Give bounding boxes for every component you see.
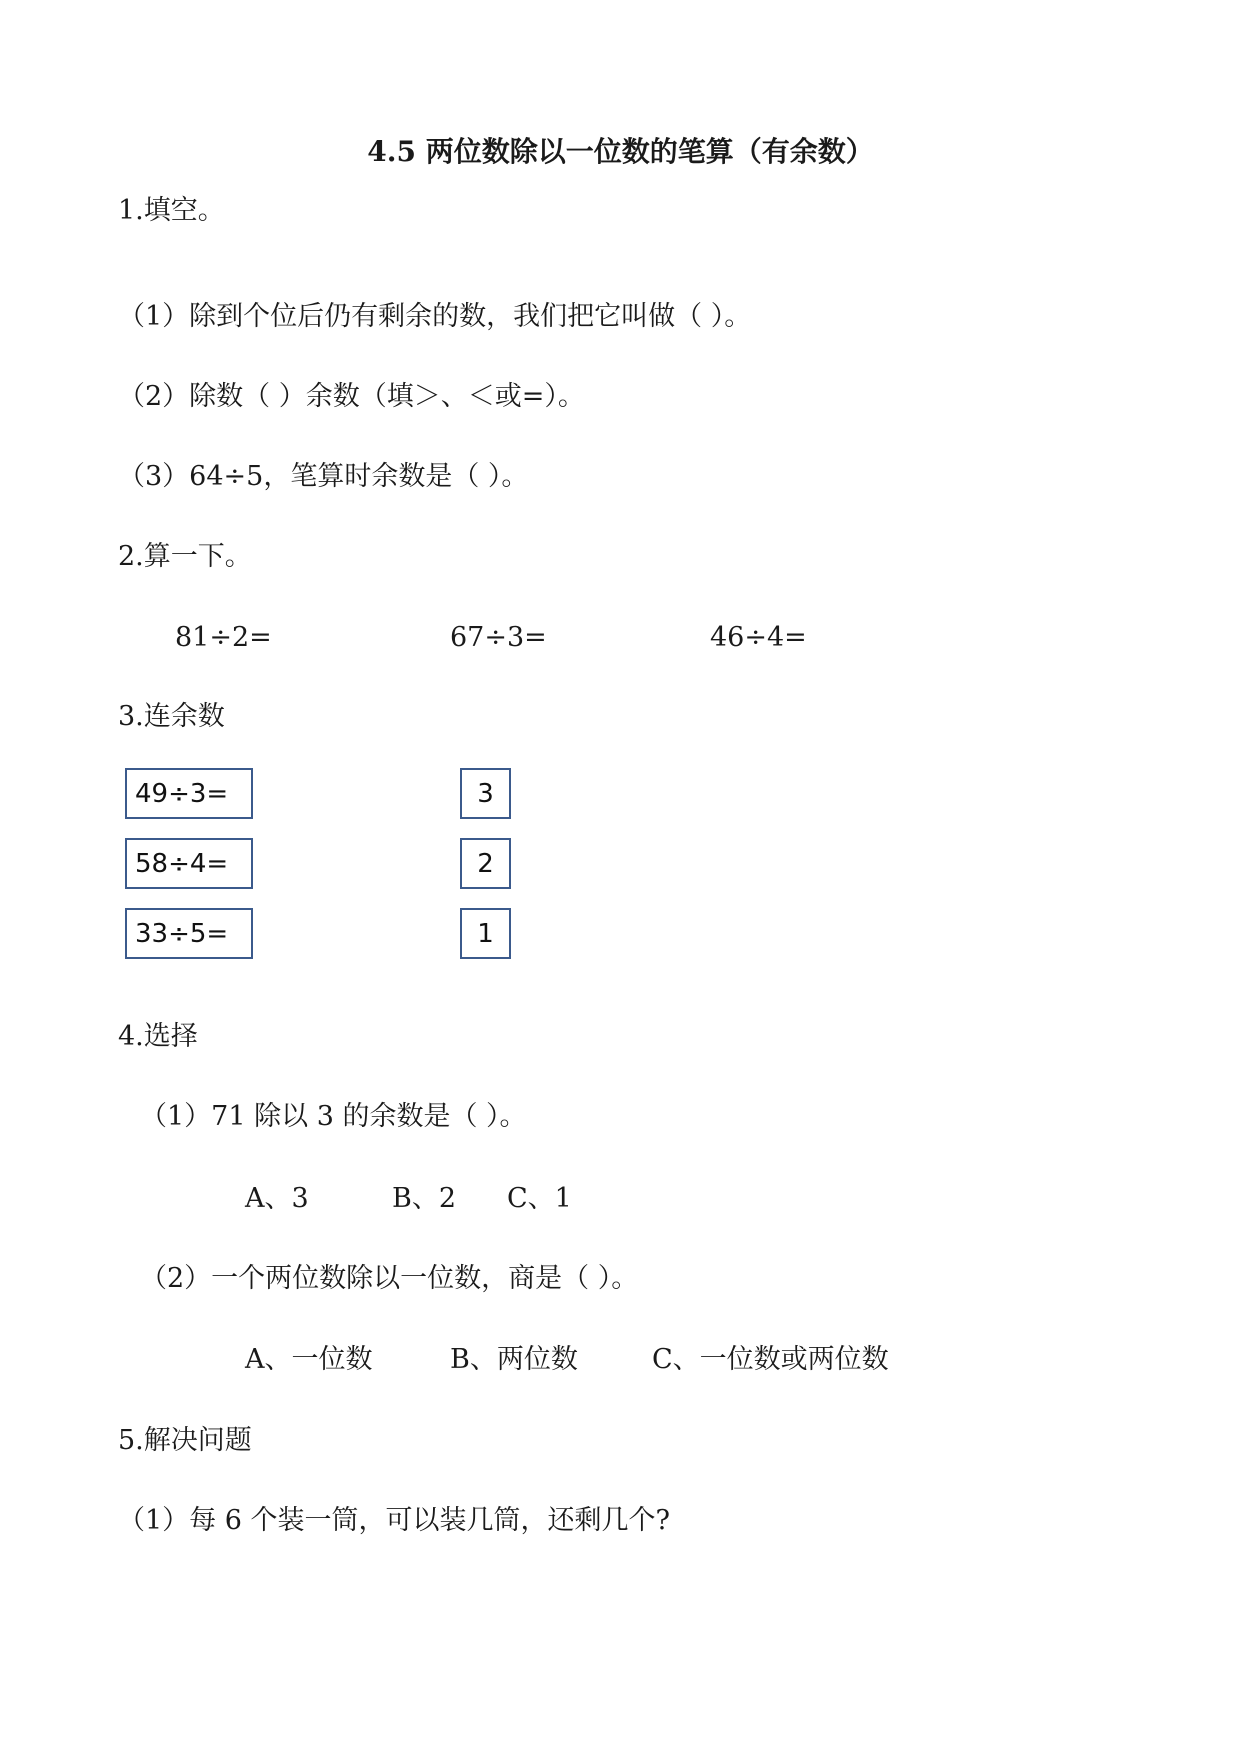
match-left-box-3[interactable]: 33÷5= — [125, 908, 253, 959]
section-2-heading: 2.算一下。 — [118, 541, 252, 572]
calc-expression-1: 81÷2= — [175, 622, 272, 653]
match-right-box-3[interactable]: 1 — [460, 908, 511, 959]
choice-q1-option-b[interactable]: B、2 — [392, 1183, 457, 1214]
choice-q2-option-b[interactable]: B、两位数 — [450, 1344, 578, 1375]
choice-question-1: （1）71 除以 3 的余数是（ ）。 — [140, 1101, 527, 1132]
section-3-heading: 3.连余数 — [118, 701, 225, 732]
choice-q2-option-c[interactable]: C、一位数或两位数 — [652, 1344, 889, 1375]
section-1-heading: 1.填空。 — [118, 195, 225, 226]
match-right-box-1[interactable]: 3 — [460, 768, 511, 819]
choice-q1-option-c[interactable]: C、1 — [507, 1183, 572, 1214]
section-5-heading: 5.解决问题 — [118, 1425, 252, 1456]
fill-question-3: （3）64÷5，笔算时余数是（ ）。 — [118, 461, 529, 492]
choice-q2-option-a[interactable]: A、一位数 — [245, 1344, 373, 1375]
match-left-box-2[interactable]: 58÷4= — [125, 838, 253, 889]
calc-expression-3: 46÷4= — [710, 622, 807, 653]
choice-question-2: （2）一个两位数除以一位数，商是（ ）。 — [140, 1263, 639, 1294]
choice-q1-option-a[interactable]: A、3 — [245, 1183, 309, 1214]
fill-question-2: （2）除数（ ）余数（填＞、＜或=）。 — [118, 381, 585, 412]
match-right-box-2[interactable]: 2 — [460, 838, 511, 889]
page-title: 4.5 两位数除以一位数的笔算（有余数） — [367, 135, 874, 168]
section-4-heading: 4.选择 — [118, 1021, 198, 1052]
match-left-box-1[interactable]: 49÷3= — [125, 768, 253, 819]
problem-question-1: （1）每 6 个装一筒，可以装几筒，还剩几个? — [118, 1505, 670, 1536]
calc-expression-2: 67÷3= — [450, 622, 547, 653]
fill-question-1: （1）除到个位后仍有剩余的数，我们把它叫做（ ）。 — [118, 301, 752, 332]
